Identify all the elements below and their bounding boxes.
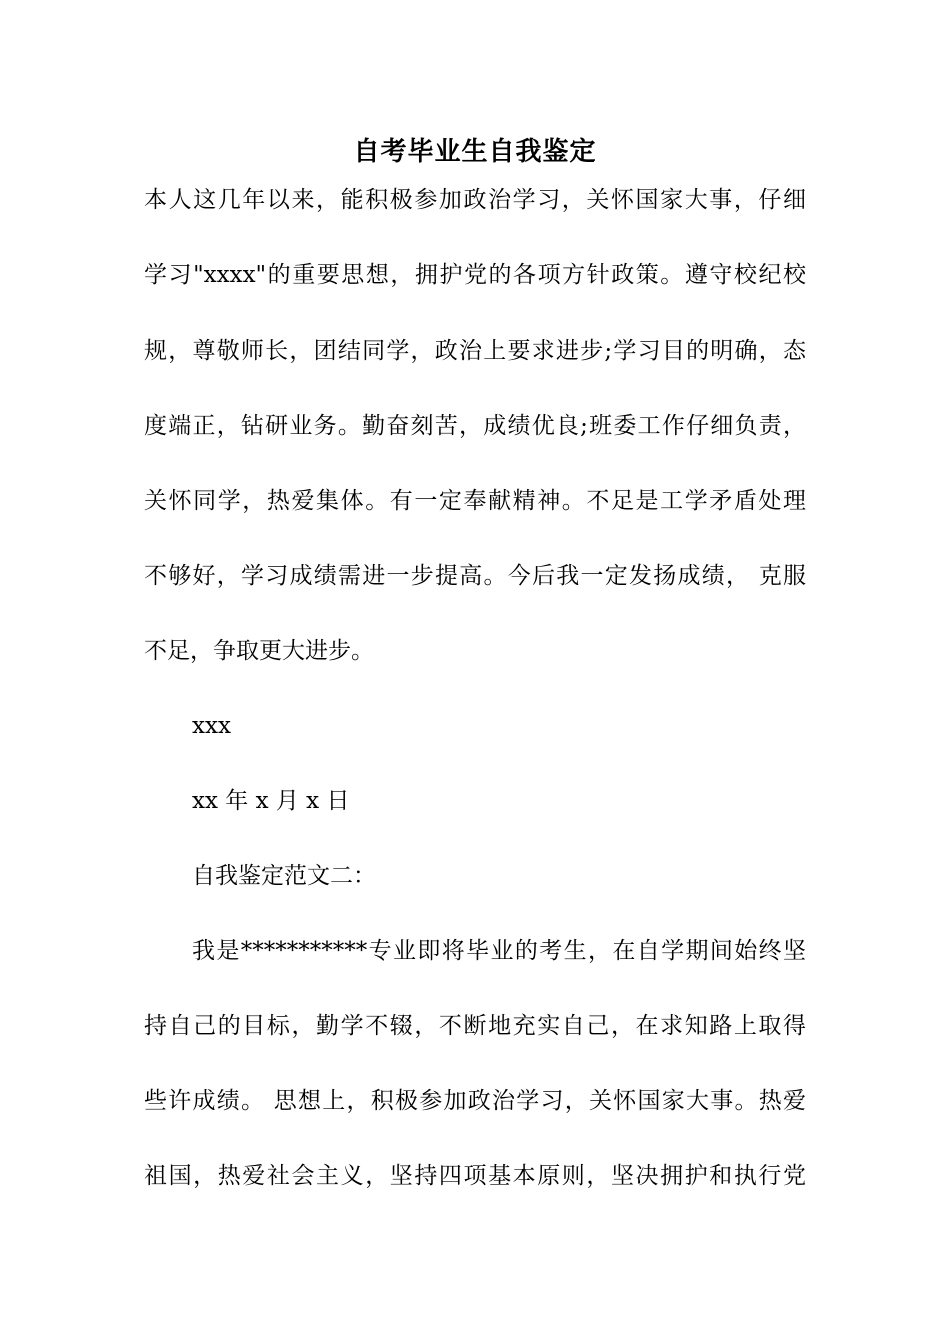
paragraph2-line-2: 持自己的目标，勤学不辍，不断地充实自己，在求知路上取得	[144, 1013, 806, 1039]
paragraph1-line-3: 规，尊敬师长，团结同学，政治上要求进步;学习目的明确，态	[144, 338, 806, 364]
paragraph2-line-1: 我是***********专业即将毕业的考生，在自学期间始终坚	[192, 938, 806, 964]
paragraph1-line-4: 度端正，钻研业务。勤奋刻苦，成绩优良;班委工作仔细负责，	[144, 413, 806, 439]
paragraph1-line-2: 学习"xxxx"的重要思想，拥护党的各项方针政策。遵守校纪校	[144, 262, 806, 288]
paragraph1-line-7: 不足，争取更大进步。	[144, 638, 374, 664]
paragraph1-line-5: 关怀同学，热爱集体。有一定奉献精神。不足是工学矛盾处理	[144, 488, 806, 514]
signature-date: xx 年 x 月 x 日	[192, 788, 350, 814]
paragraph1-line-1: 本人这几年以来，能积极参加政治学习，关怀国家大事，仔细	[144, 187, 806, 213]
paragraph2-line-3: 些许成绩。 思想上，积极参加政治学习，关怀国家大事。热爱	[144, 1088, 806, 1114]
section2-heading: 自我鉴定范文二：	[192, 863, 376, 889]
document-title: 自考毕业生自我鉴定	[353, 137, 597, 167]
signature-name: xxx	[192, 713, 231, 739]
paragraph2-line-4: 祖国，热爱社会主义，坚持四项基本原则，坚决拥护和执行党	[144, 1163, 806, 1189]
paragraph1-line-6: 不够好，学习成绩需进一步提高。今后我一定发扬成绩， 克服	[144, 563, 806, 589]
